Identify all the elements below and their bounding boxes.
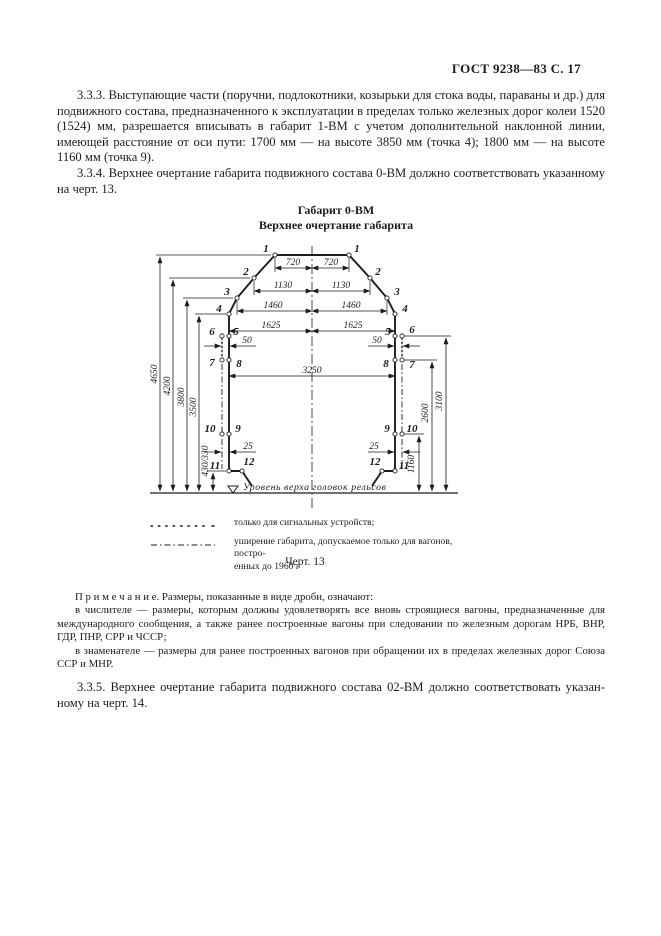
dim-3800: 3800 (177, 387, 187, 407)
dotted-line-sample (150, 517, 222, 534)
point-3-left: 3 (224, 286, 230, 298)
dim-1460-right: 1460 (341, 301, 361, 311)
page-header: ГОСТ 9238—83 С. 17 (451, 61, 581, 76)
legend-label-widening-line2: енных до 1960 г (234, 560, 300, 572)
dim-2600: 2600 (421, 403, 431, 423)
clearance-gauge-diagram (140, 238, 470, 516)
dim-1160: 1160 (407, 454, 417, 474)
point-1-right: 1 (354, 243, 360, 255)
paragraph-3-3-5: 3.3.5. Верхнее очертание габарита подвижного состава 02-ВМ должно соответствовать указанному на черт. 14. (57, 680, 605, 710)
point-12-right: 12 (369, 456, 381, 468)
dim-50-left: 50 (242, 336, 252, 346)
point-10-right: 10 (406, 423, 418, 435)
figure-caption: Черт. 13 (285, 556, 325, 568)
point-2-left: 2 (243, 266, 249, 278)
point-10-left: 10 (204, 423, 216, 435)
point-7-left: 7 (209, 357, 215, 369)
dim-1460-left: 1460 (263, 301, 283, 311)
point-4-left: 4 (216, 303, 222, 315)
note-lead: П р и м е ч а н и е. Размеры, показанные в виде дроби, означают: (75, 591, 374, 603)
point-4-right: 4 (402, 303, 408, 315)
rail-level-label: Уровень верха головок рельсов (243, 482, 387, 493)
dim-4200: 4200 (163, 376, 173, 396)
legend-row-signal (150, 517, 460, 534)
dim-4650: 4650 (150, 364, 160, 384)
dim-3100: 3100 (435, 391, 445, 411)
point-9-right: 9 (384, 423, 390, 435)
legend-label-signal: только для сигнальных устройств; (234, 517, 375, 528)
point-8-left: 8 (236, 358, 242, 370)
note-numerator: в числителе — размеры, которым должны удовлетворять все вновь строящиеся вагоны, предназначенные для международного сообщения, а также ранее построенные вагоны при следовании по железным дорогам НРБ, ВНР, ГДР, ПНР, СРР и ЧССР; (57, 604, 605, 644)
body-text (57, 88, 605, 197)
point-5-right: 5 (385, 326, 391, 338)
figure-title (150, 203, 522, 233)
point-11-left: 11 (209, 460, 221, 472)
dim-3250: 3250 (302, 366, 322, 376)
point-6-right: 6 (409, 324, 415, 336)
figure-title-line1: Габарит 0-ВМ (297, 203, 375, 217)
point-6-left: 6 (209, 326, 215, 338)
dash-dot-line-sample (150, 536, 222, 553)
point-12-left: 12 (243, 456, 255, 468)
extension-lines (156, 255, 451, 471)
dim-1625-right: 1625 (343, 321, 363, 331)
paragraph-3-3-5-block (57, 680, 605, 711)
note-denominator: в знаменателе — размеры для ранее построенных вагонов при обращении их в пределах железных дорог Союза ССР и МНР. (57, 644, 605, 671)
point-2-right: 2 (375, 266, 381, 278)
paragraph-3-3-4: 3.3.4. Верхнее очертание габарита подвижного состава 0-ВМ должно соответствовать указанному на черт. 13. (57, 165, 605, 196)
figure-title-line2: Верхнее очертание габарита (258, 218, 414, 232)
dim-720-right: 720 (323, 258, 339, 268)
dim-720-left: 720 (285, 258, 301, 268)
legend-label-widening-line1: уширение габарита, допускаемое только для вагонов, постро- (234, 535, 453, 559)
datum-triangle-icon (228, 486, 238, 493)
point-7-right: 7 (409, 359, 415, 371)
dim-3500: 3500 (189, 397, 199, 417)
point-9-left: 9 (235, 423, 241, 435)
point-3-right: 3 (394, 286, 400, 298)
dim-50-right: 50 (372, 336, 382, 346)
dim-25-left: 25 (243, 442, 253, 452)
dim-430-330: 430/330 (201, 445, 211, 477)
dim-25-right: 25 (369, 442, 379, 452)
point-1-left: 1 (263, 243, 269, 255)
note-block (57, 591, 605, 671)
dim-1130-right: 1130 (331, 281, 351, 291)
point-5-left: 5 (233, 326, 239, 338)
point-11-right: 11 (398, 460, 410, 472)
dim-1625-left: 1625 (261, 321, 281, 331)
paragraph-3-3-3: 3.3.3. Выступающие части (поручни, подлокотники, козырьки для стока воды, параваны и др.) для подвижного состава, предназначенного к эксплуатации в пределах только железных дорог колеи 1520 (1524) мм, разрешается вписывать в габарит 1-ВМ с учетом дополнительной наклонной линии, имеющей расстояние от оси пути: 1700 мм — на высоте 3850 мм (точка 4); 1800 мм — на высоте 1160 мм (точка 9). (57, 88, 605, 165)
point-8-right: 8 (383, 358, 389, 370)
dim-1130-left: 1130 (273, 281, 293, 291)
